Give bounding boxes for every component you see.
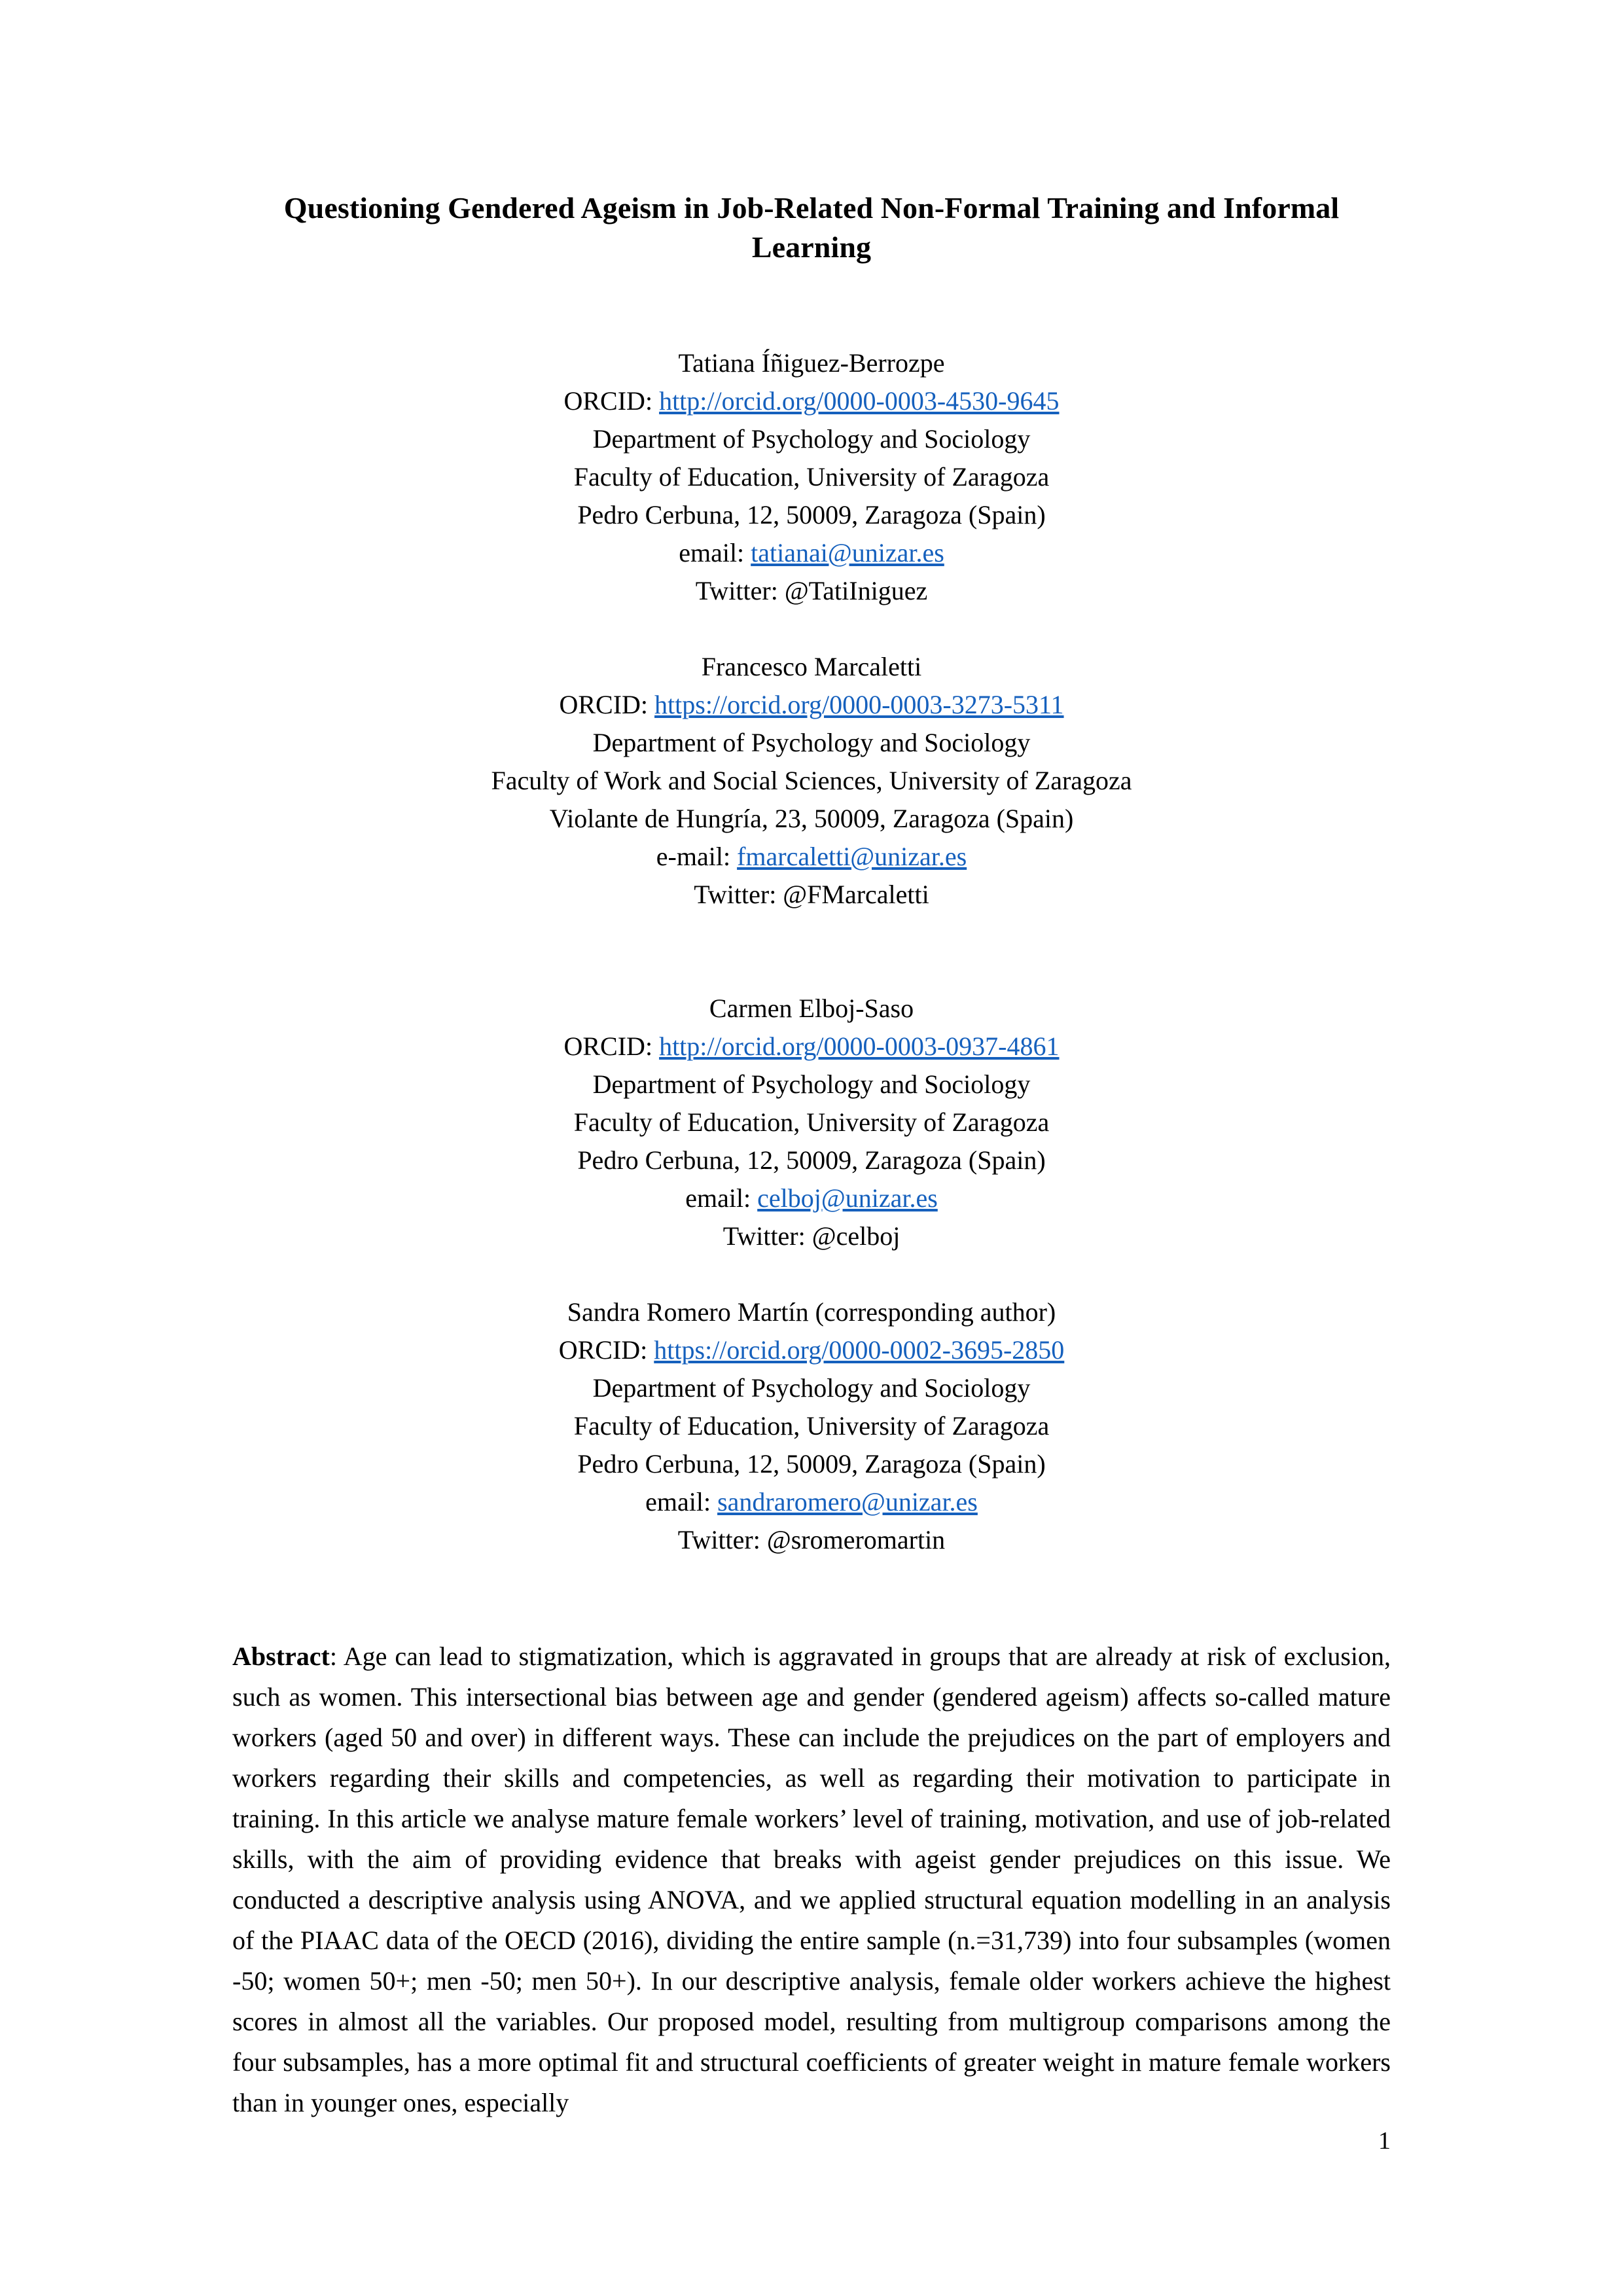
author-name: Francesco Marcaletti (701, 652, 922, 681)
author-block-1 (232, 344, 1391, 610)
author-department: Department of Psychology and Sociology (592, 424, 1031, 454)
author-block-3 (232, 990, 1391, 1255)
abstract-separator: : (329, 1641, 344, 1671)
author-faculty: Faculty of Education, University of Zaragoza (573, 1411, 1050, 1441)
author-department: Department of Psychology and Sociology (592, 1373, 1031, 1403)
author-orcid-line (232, 1028, 1391, 1066)
page-title-line-2: Learning (751, 230, 872, 264)
author-twitter: Twitter: @TatiIniguez (695, 576, 928, 605)
author-block-2 (232, 648, 1391, 914)
orcid-link[interactable]: http://orcid.org/0000-0003-4530-9645 (659, 386, 1060, 416)
orcid-link[interactable]: http://orcid.org/0000-0003-0937-4861 (659, 1031, 1060, 1061)
author-name: Tatiana Íñiguez-Berrozpe (678, 348, 945, 378)
orcid-label: ORCID: (563, 386, 660, 416)
abstract-body: Age can lead to stigmatization, which is aggravated in groups that are already at risk of exclusion, such as women. This intersectional bias between age and gender (gendered ageism) affects so-called mature workers (aged 50 and over) in different ways. These can include the prejudices on the part of employers and workers regarding their skills and competencies, as well as regarding their motivation to participate in training. In this article we analyse mature female workers’ level of training, motivation, and use of job-related skills, with the aim of providing evidence that breaks with ageist gender prejudices on this issue. We conducted a descriptive analysis using ANOVA, and we applied structural equation modelling in an analysis of the PIAAC data of the OECD (2016), dividing the entire sample (n.=31,739) into four subsamples (women -50; women 50+; men -50; men 50+). In our descriptive analysis, female older workers achieve the highest scores in almost all the variables. Our proposed model, resulting from multigroup comparisons among the four subsamples, has a more optimal fit and structural coefficients of greater weight in mature female workers than in younger ones, especially (232, 1641, 1391, 2117)
author-department: Department of Psychology and Sociology (592, 728, 1031, 757)
author-twitter: Twitter: @celboj (722, 1221, 901, 1251)
author-twitter: Twitter: @FMarcaletti (694, 880, 929, 909)
author-department: Department of Psychology and Sociology (592, 1069, 1031, 1099)
author-faculty: Faculty of Education, University of Zaragoza (573, 462, 1050, 492)
author-orcid-line (232, 1331, 1391, 1369)
author-email-line (232, 838, 1391, 876)
author-name: Sandra Romero Martín (corresponding author) (567, 1297, 1056, 1327)
author-address: Violante de Hungría, 23, 50009, Zaragoza (Spain) (549, 804, 1074, 833)
page-title (232, 188, 1391, 267)
author-twitter: Twitter: @sromeromartin (677, 1525, 946, 1554)
email-label: email: (645, 1487, 718, 1516)
author-orcid-line (232, 686, 1391, 724)
email-label: email: (679, 538, 751, 567)
orcid-link[interactable]: https://orcid.org/0000-0003-3273-5311 (654, 690, 1064, 719)
author-name: Carmen Elboj-Saso (709, 994, 914, 1023)
orcid-label: ORCID: (563, 1031, 660, 1061)
author-block-4 (232, 1293, 1391, 1559)
email-link[interactable]: tatianai@unizar.es (751, 538, 944, 567)
email-label: email: (685, 1183, 758, 1213)
author-faculty: Faculty of Work and Social Sciences, University of Zaragoza (491, 766, 1132, 795)
page-content-column (232, 0, 1391, 2149)
title-block (232, 188, 1391, 267)
page-number: 1 (1378, 2127, 1391, 2155)
author-email-line (232, 534, 1391, 572)
page-title-line-1: Questioning Gendered Ageism in Job-Related Non-Formal Training and Informal (283, 191, 1340, 224)
author-faculty: Faculty of Education, University of Zaragoza (573, 1107, 1050, 1137)
author-address: Pedro Cerbuna, 12, 50009, Zaragoza (Spain) (577, 1449, 1046, 1479)
abstract-label: Abstract (232, 1641, 330, 1671)
author-email-line (232, 1179, 1391, 1217)
email-label: e-mail: (656, 842, 738, 871)
author-email-line (232, 1483, 1391, 1521)
orcid-label: ORCID: (558, 1335, 654, 1365)
author-address: Pedro Cerbuna, 12, 50009, Zaragoza (Spain) (577, 1145, 1046, 1175)
author-list (232, 344, 1391, 1559)
orcid-link[interactable]: https://orcid.org/0000-0002-3695-2850 (654, 1335, 1065, 1365)
abstract-paragraph (232, 1636, 1391, 2123)
orcid-label: ORCID: (559, 690, 655, 719)
author-address: Pedro Cerbuna, 12, 50009, Zaragoza (Spain) (577, 500, 1046, 529)
author-orcid-line (232, 382, 1391, 420)
email-link[interactable]: celboj@unizar.es (757, 1183, 938, 1213)
email-link[interactable]: sandraromero@unizar.es (717, 1487, 978, 1516)
email-link[interactable]: fmarcaletti@unizar.es (737, 842, 967, 871)
